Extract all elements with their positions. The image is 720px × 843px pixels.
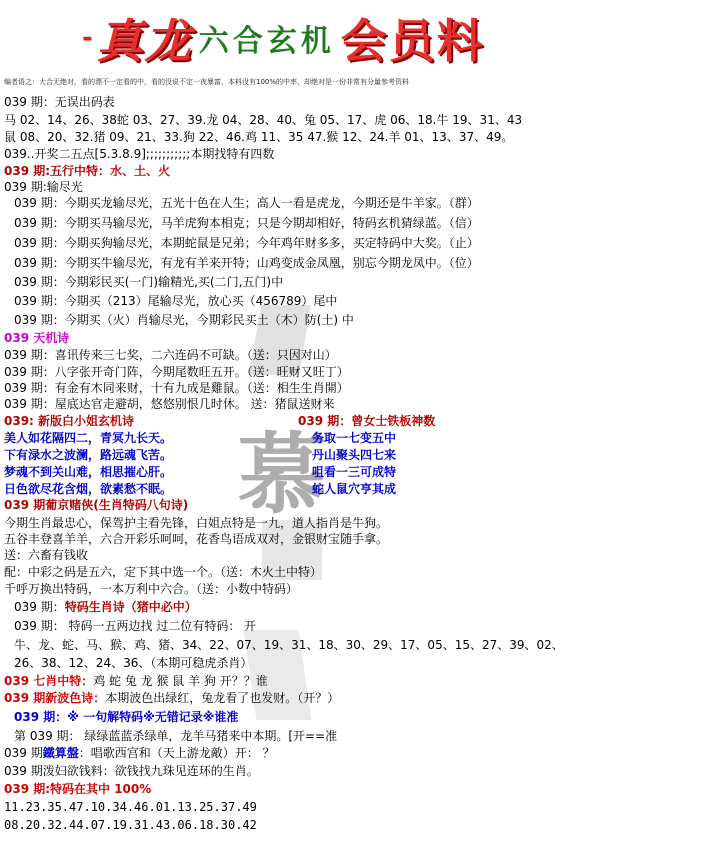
text-line: 039 期：今期买马输尽光，马羊虎狗本相克；只是今期却相好，特码玄机猜绿蓝。（信）: [14, 216, 479, 230]
poem-line: 务取一七变五中: [312, 431, 397, 445]
poem-line: 丹山聚头四七来: [312, 448, 397, 462]
text-line: 039 期：喜讯传来三七奖，二六连码不可缺。（送：只因对山）: [4, 348, 337, 362]
preface-note: 编者语之：大合无绝对，看的漂不一定看的中，看的没说不定一夜暴富，本料没有100%的中率，却绝对是一份非常有分量参考资料: [4, 78, 410, 86]
text-line: 039 期：今期彩民买(一门)输精光,买(二门,五门)中: [14, 275, 284, 289]
section-heading: 039 期:特码在其中 100%: [4, 782, 152, 796]
label: 039 期: [4, 746, 43, 760]
value-text: 鸡 蛇 兔 龙 猴 鼠 羊 狗 开？？谁: [93, 674, 268, 688]
text-line: 039 期：八字张开奇门阵，今期尾数旺五开。（送：旺财又旺丁）: [4, 365, 349, 379]
text-line: 039 期：无误出码表: [4, 95, 115, 109]
section-heading: 039 期葡京赌侠(生肖特码八句诗): [4, 498, 189, 512]
text-line: 039 期：今期买龙输尽光，五光十色在人生；高人一看是虎龙，今期还是牛羊家。（群）: [14, 196, 479, 210]
highlight-value: 水、土、火: [110, 164, 171, 178]
poem-line: 日色欲尽花含烟，欲素愁不眠。: [4, 482, 173, 496]
number-list: 11.23.35.47.10.34.46.01.13.25.37.49: [4, 800, 257, 814]
text-line: 039 期:输尽光: [4, 180, 83, 194]
heading-label: 039 期:五行中特：: [4, 164, 111, 178]
text-line: 039 期泼妇欲钱料：欲钱找九珠见连环的生肖。: [4, 764, 259, 778]
text-line: 今期生肖最忠心，保驾护主看先锋，白姐点特是一九，道人指肖是牛狗。: [4, 516, 389, 530]
text-line: [4, 673, 268, 690]
text-line: 039 期：屋底达官走避胡，悠悠别恨几时休。 送：猪鼠送财来: [4, 397, 335, 411]
poem-line: 下有渌水之波澜，路远魂飞苦。: [4, 448, 173, 462]
text-line: 送：六畜有钱收: [4, 548, 89, 562]
section-heading: 039 期：※ 一句解特码※无错记录※谁准: [14, 710, 239, 724]
text-line: 五谷丰登喜羊羊，六合开彩乐呵呵，花香鸟语成双对，金银财宝随手拿。: [4, 532, 389, 546]
text-line: 039 期：有金有木同来财，十有九成是雞鼠。（送：相生生肖開）: [4, 381, 349, 395]
title-dash: -: [82, 22, 93, 53]
text-line: 039 期：今期买狗输尽光，本期蛇鼠是兄弟；今年鸡年财多多，买定特码中大奖。（止）: [14, 236, 479, 250]
text-line: [14, 599, 197, 616]
text-line: 039 期：今期买（火）肖输尽光，今期彩民买土（木）防(土) 中: [14, 313, 354, 327]
text-line: 039 期： 特码一五两边找 过二位有特码： 开: [14, 619, 257, 633]
label: 039 期：: [14, 600, 65, 614]
number-list: 08.20.32.44.07.19.31.43.06.18.30.42: [4, 818, 257, 832]
heading-label: 039 七肖中特：: [4, 674, 94, 688]
heading-label: 039 期新波色诗：: [4, 691, 106, 705]
text-line: [4, 745, 275, 762]
text-line: [4, 163, 170, 180]
watermark-character: 慕: [238, 422, 327, 526]
section-heading: 039 期：曾女士铁板神数: [298, 414, 436, 428]
text-line: 039 期：今期买牛输尽光，有龙有羊来开特；山鸡变成金凤凰，别忘今期龙凤中。（位）: [14, 256, 479, 270]
section-heading: 039: 新版白小姐玄机诗: [4, 414, 135, 428]
title-part-1: 真龙: [96, 13, 193, 68]
text-line: 配：中彩之码是五六，定下其中选一个。（送：木火土中特）: [4, 565, 323, 579]
poem-line: 美人如花隔四二，青冥九长天。: [4, 431, 173, 445]
text-line: 鼠 08、20、32.猪 09、21、33.狗 22、46.鸡 11、35 47.猴 12、24.羊 01、13、37、49。: [4, 130, 514, 144]
value-text: ：唱歌西宫和（天上游龙敵）开： ？: [78, 746, 275, 760]
highlight-heading: 特码生肖诗（猪中必中）: [64, 600, 197, 614]
text-line: 26、38、12、24、36、（本期可稳虎杀肖）: [14, 656, 253, 670]
title-part-2: 六合玄机: [198, 23, 335, 59]
text-line: 马 02、14、26、38蛇 03、27、39.龙 04、28、40、兔 05、17、虎 06、18.牛 19、31、43: [4, 113, 523, 127]
page-title: [82, 10, 485, 68]
text-line: [4, 690, 339, 707]
section-heading: 039 天机诗: [4, 331, 70, 345]
text-line: 039..开奖二五点[5.3.8.9];;;;;;;;;;;本期找特有四数: [4, 147, 275, 161]
text-line: 牛、龙、蛇、马、猴、鸡、猪、34、22、07、19、31、18、30、29、17、05、15、27、39、02、: [14, 638, 564, 652]
poem-line: 咀看一三可成特: [312, 465, 397, 479]
highlight-label: 鐵算盤: [42, 746, 79, 760]
text-line: 千呼万换出特码，一本万利中六合。（送：小数中特码）: [4, 582, 299, 596]
text-line: 第 039 期： 绿绿蓝蓝杀绿单，龙羊马猪来中本期。[开==准: [14, 729, 338, 743]
title-part-3: 会员料: [340, 13, 485, 68]
value-text: 本期波色出绿红，兔龙看了也发财。（开？）: [105, 691, 340, 705]
text-line: 039 期：今期买（213）尾输尽光，放心买（456789）尾中: [14, 294, 338, 308]
poem-line: 梦魂不到关山难，相思摧心肝。: [4, 465, 173, 479]
poem-line: 蛇人鼠穴亨其成: [312, 482, 397, 496]
